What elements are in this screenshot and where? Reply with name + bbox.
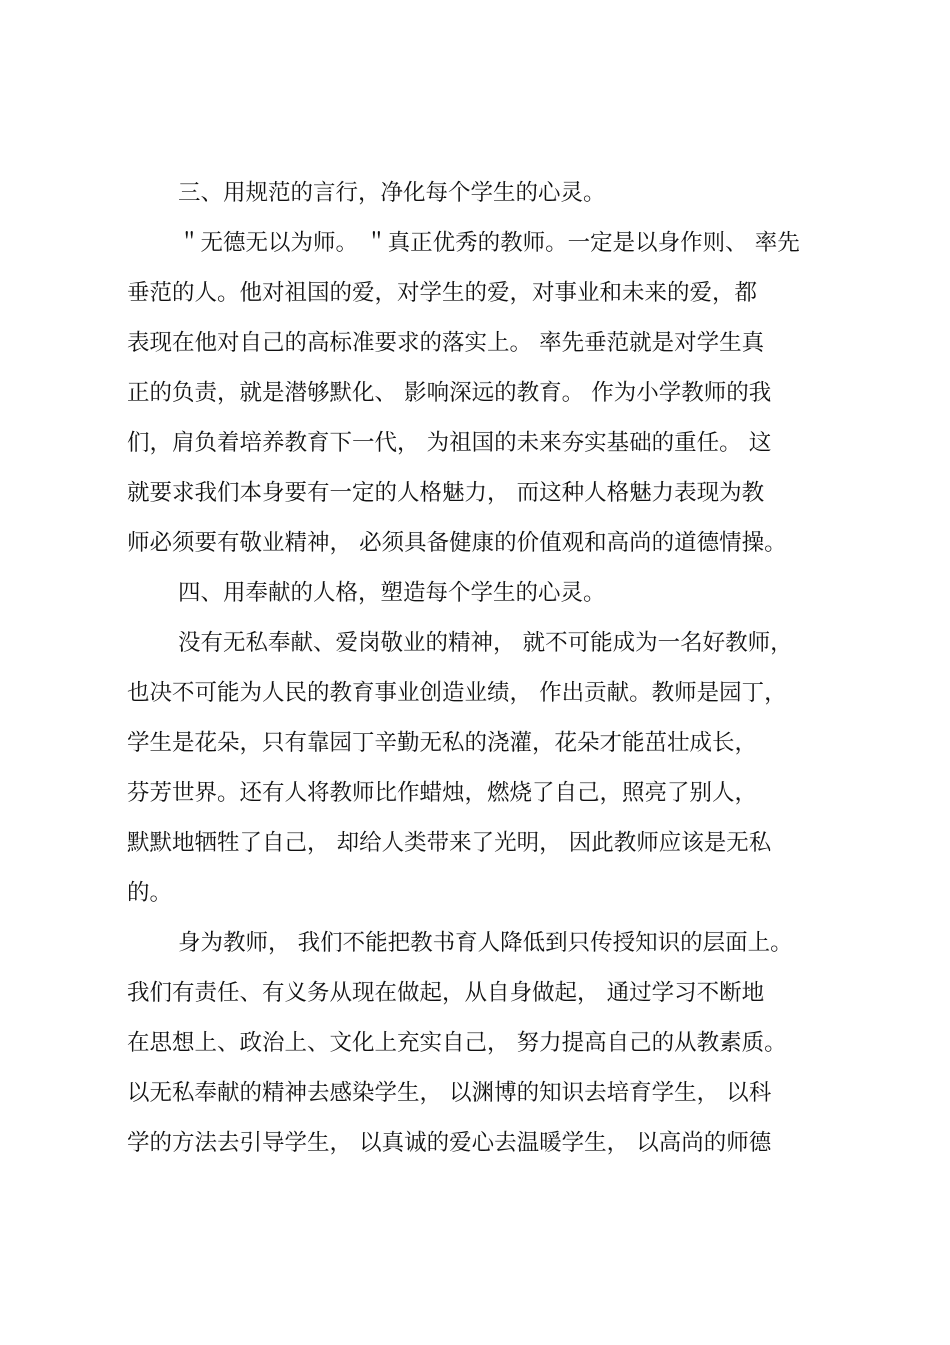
text-line: 的。 [127, 880, 173, 906]
text-line: 学的方法去引导学生， 以真诚的爱心去温暖学生， 以高尚的师德 [127, 1130, 772, 1156]
text-line: 以无私奉献的精神去感染学生， 以渊博的知识去培育学生， 以科 [127, 1080, 772, 1106]
text-line: 垂范的人。他对祖国的爱，对学生的爱，对事业和未来的爱，都 [127, 280, 758, 306]
text-line: 四、用奉献的人格，塑造每个学生的心灵。 [178, 580, 606, 606]
text-line: ＂无德无以为师。 ＂真正优秀的教师。一定是以身作则、 率先 [178, 230, 800, 256]
text-line: 也决不可能为人民的教育事业创造业绩， 作出贡献。教师是园丁， [127, 680, 787, 706]
text-line: 没有无私奉献、爱岗敬业的精神， 就不可能成为一名好教师， [178, 630, 793, 656]
text-line: 师必须要有敬业精神， 必须具备健康的价值观和高尚的道德情操。 [127, 530, 787, 556]
text-line: 学生是花朵，只有靠园丁辛勤无私的浇灌，花朵才能茁壮成长， [127, 730, 758, 756]
text-line: 们，肩负着培养教育下一代， 为祖国的未来夯实基础的重任。 这 [127, 430, 772, 456]
text-line: 我们有责任、有义务从现在做起，从自身做起， 通过学习不断地 [127, 980, 765, 1006]
text-line: 表现在他对自己的高标准要求的落实上。 率先垂范就是对学生真 [127, 330, 765, 356]
text-line: 默默地牺牲了自己， 却给人类带来了光明， 因此教师应该是无私 [127, 830, 772, 856]
text-line: 身为教师， 我们不能把教书育人降低到只传授知识的层面上。 [178, 930, 793, 956]
text-line: 在思想上、政治上、文化上充实自己， 努力提高自己的从教素质。 [127, 1030, 787, 1056]
text-line: 正的负责，就是潜够默化、 影响深远的教育。 作为小学教师的我 [127, 380, 772, 406]
text-line: 芬芳世界。还有人将教师比作蜡烛，燃烧了自己，照亮了别人， [127, 780, 758, 806]
text-line: 就要求我们本身要有一定的人格魅力， 而这种人格魅力表现为教 [127, 480, 765, 506]
text-line: 三、用规范的言行，净化每个学生的心灵。 [178, 180, 606, 206]
